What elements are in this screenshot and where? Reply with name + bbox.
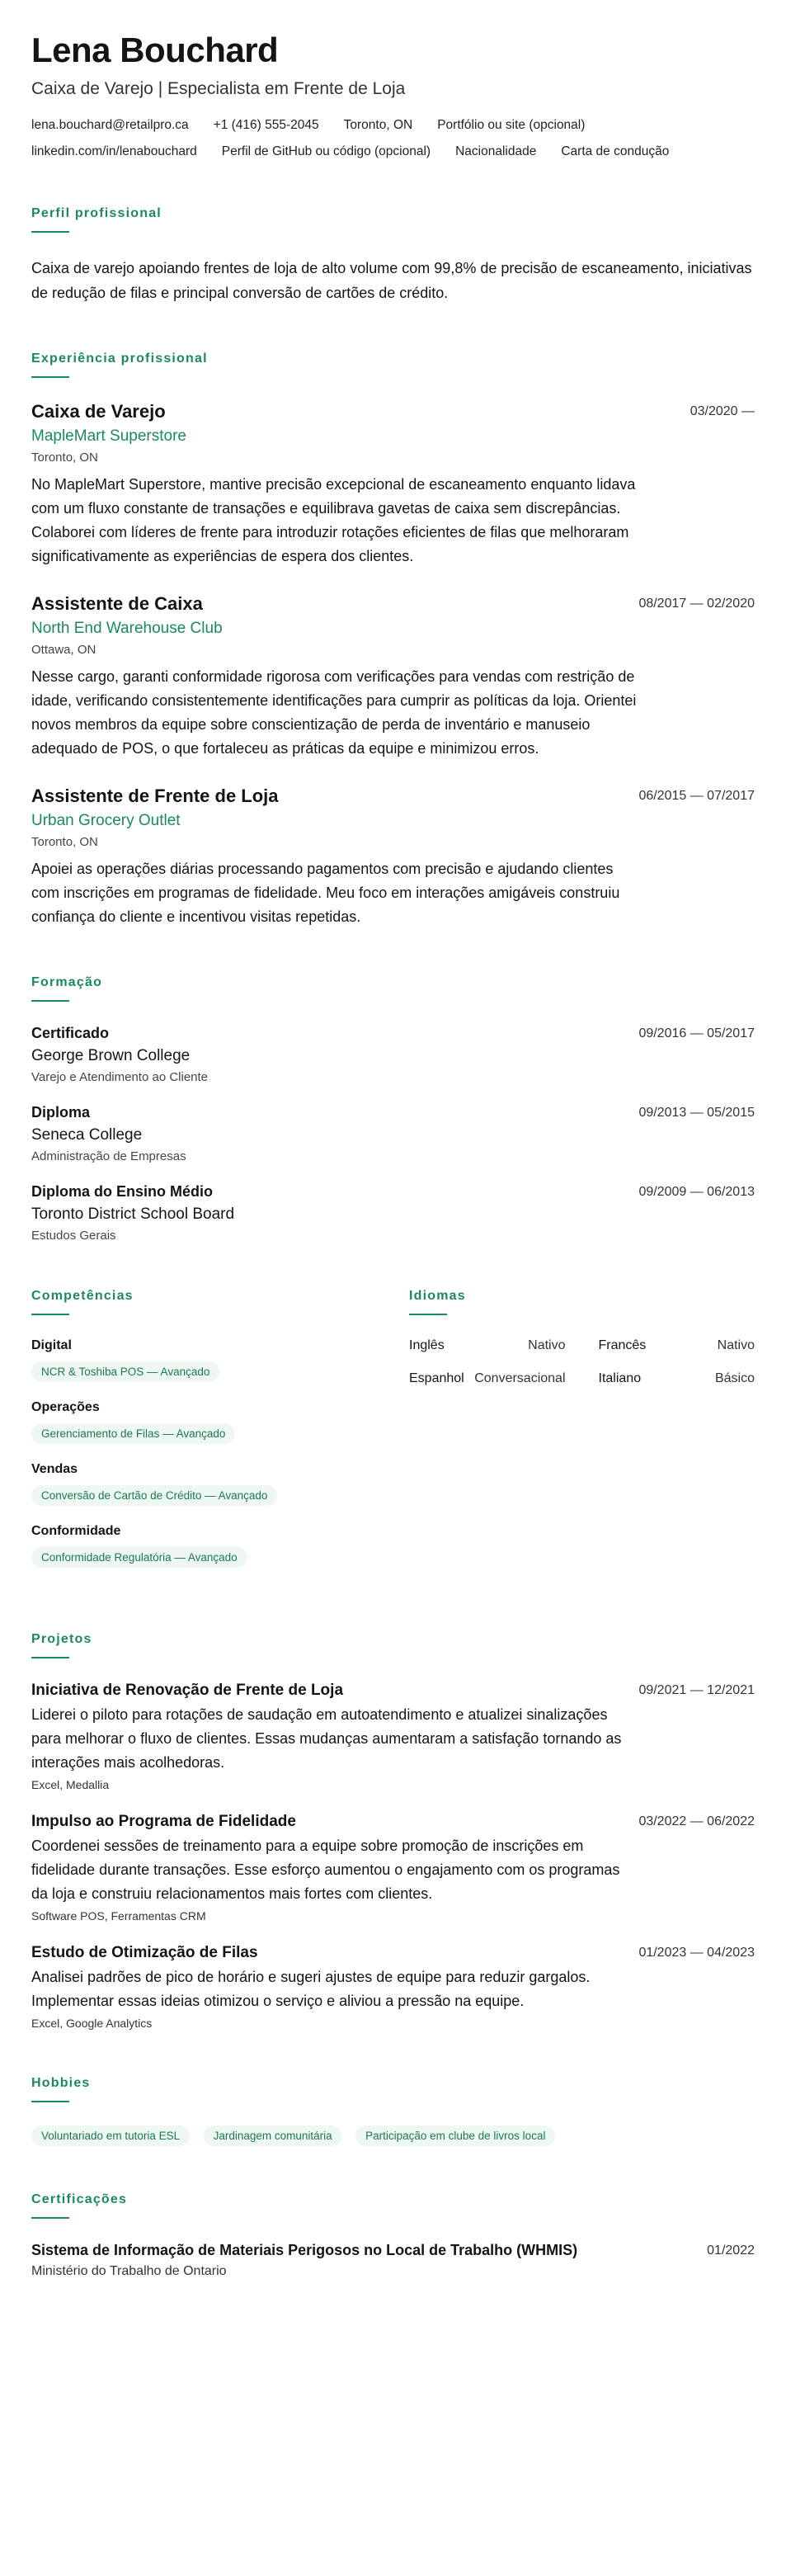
candidate-name: Lena Bouchard [31, 31, 279, 69]
section-title: Idiomas [409, 1289, 466, 1303]
language-name: Francês [598, 1338, 647, 1352]
language-list [409, 1338, 755, 1386]
job-company: MapleMart Superstore [31, 427, 186, 445]
skill-group-name: Conformidade [31, 1524, 121, 1538]
language-level: Nativo [717, 1338, 755, 1352]
job-location: Ottawa, ON [31, 643, 96, 657]
job-entry [31, 786, 755, 929]
hobby-tag: Voluntariado em tutoria ESL [31, 2125, 190, 2146]
skill-tag: Conformidade Regulatória — Avançado [31, 1547, 247, 1568]
project-tools: Software POS, Ferramentas CRM [31, 1909, 206, 1923]
skill-group-name: Operações [31, 1400, 100, 1414]
contact-phone[interactable]: +1 (416) 555-2045 [213, 118, 319, 132]
contact-email[interactable]: lena.bouchard@retailpro.ca [31, 118, 189, 132]
section-divider [31, 231, 69, 233]
project-tools: Excel, Medallia [31, 1778, 110, 1791]
project-entry [31, 1682, 755, 1791]
skill-group [31, 1400, 409, 1444]
project-description: Analisei padrões de pico de horário e sugeri ajustes de equipe para reduzir gargalos. Implementar essas ideias otimizou o serviço e aliviou a pressão na equipe. [31, 1969, 591, 2009]
skill-tag: Gerenciamento de Filas — Avançado [31, 1423, 235, 1444]
education-degree: Diploma do Ensino Médio [31, 1183, 213, 1200]
education-field: Varejo e Atendimento ao Cliente [31, 1070, 209, 1084]
certification-date: 01/2022 [707, 2243, 755, 2258]
section-title: Certificações [31, 2192, 128, 2206]
job-title: Caixa de Varejo [31, 401, 166, 422]
job-dates: 03/2020 — [690, 404, 755, 418]
education-entry [31, 1104, 755, 1163]
languages-column [409, 1289, 755, 1586]
section-divider [31, 376, 69, 378]
education-degree: Certificado [31, 1025, 110, 1041]
section-divider [31, 1314, 69, 1315]
contact-location: Toronto, ON [343, 118, 413, 132]
education-dates: 09/2013 — 05/2015 [638, 1106, 755, 1120]
skills-languages-section [31, 1289, 755, 1586]
section-divider [31, 2217, 69, 2219]
education-dates: 09/2016 — 05/2017 [638, 1026, 755, 1040]
job-title: Assistente de Caixa [31, 593, 203, 614]
skill-tag: NCR & Toshiba POS — Avançado [31, 1361, 219, 1382]
contact-list [31, 117, 755, 160]
summary-section [31, 206, 755, 305]
education-school: Seneca College [31, 1126, 143, 1144]
education-entry [31, 1025, 755, 1084]
job-description: Apoiei as operações diárias processando pagamentos com precisão e ajudando clientes com inscrições em programas de fidelidade. Meu foco em interações amigáveis construiu confiança do cliente e incentivou visitas repetidas. [31, 861, 620, 925]
experience-section [31, 351, 755, 929]
section-title: Competências [31, 1289, 134, 1303]
skill-group [31, 1338, 409, 1382]
project-dates: 01/2023 — 04/2023 [638, 1946, 755, 1960]
language-item [599, 1338, 755, 1353]
certifications-section [31, 2192, 755, 2279]
education-degree: Diploma [31, 1104, 91, 1121]
section-title: Experiência profissional [31, 351, 208, 366]
project-dates: 09/2021 — 12/2021 [638, 1683, 755, 1697]
language-name: Inglês [409, 1338, 445, 1352]
contact-github[interactable]: Perfil de GitHub ou código (opcional) [221, 144, 431, 158]
skill-group-name: Digital [31, 1338, 72, 1352]
job-entry [31, 593, 755, 761]
certification-issuer: Ministério do Trabalho de Ontario [31, 2264, 227, 2278]
hobby-tag: Jardinagem comunitária [204, 2125, 342, 2146]
skill-group [31, 1524, 409, 1568]
project-description: Liderei o piloto para rotações de saudação em autoatendimento e atualizei sinalizações para melhorar o fluxo de clientes. Essas mudanças aumentaram a satisfação tornando as interações mais acolhedoras. [31, 1706, 622, 1771]
project-title: Estudo de Otimização de Filas [31, 1944, 258, 1961]
language-name: Espanhol [409, 1371, 464, 1385]
job-location: Toronto, ON [31, 451, 98, 465]
skills-column [31, 1289, 409, 1586]
section-divider [31, 1657, 69, 1658]
job-description: No MapleMart Superstore, mantive precisão excepcional de escaneamento enquanto lidava com um fluxo constante de transações e equilibrava gavetas de caixa sem discrepâncias. Colaborei com líderes de frente para introduzir rotações eficientes de filas que melhoraram significativamente as experiências de espera dos clientes. [31, 476, 636, 564]
education-school: George Brown College [31, 1047, 191, 1064]
section-title: Hobbies [31, 2076, 91, 2090]
education-school: Toronto District School Board [31, 1205, 235, 1223]
section-title: Formação [31, 975, 103, 989]
job-description: Nesse cargo, garanti conformidade rigorosa com verificações para vendas com restrição de idade, verificando consistentemente identificações para cumprir as políticas da loja. Orientei novos membros da equipe sobre conscientização de perda de inventário e manuseio adequado de POS, o que fortaleceu as práticas da equipe e minimizou erros. [31, 668, 637, 757]
contact-linkedin[interactable]: linkedin.com/in/lenabouchard [31, 144, 197, 158]
language-item [409, 1371, 566, 1386]
section-title: Projetos [31, 1632, 92, 1646]
contact-nationality: Nacionalidade [455, 144, 537, 158]
language-item [599, 1371, 755, 1386]
education-entry [31, 1183, 755, 1243]
certification-entry [31, 2242, 755, 2279]
contact-driving-license: Carta de condução [561, 144, 670, 158]
section-divider [31, 2101, 69, 2102]
language-level: Básico [714, 1371, 755, 1385]
summary-text: Caixa de varejo apoiando frentes de loja de alto volume com 99,8% de precisão de escaneamento, iniciativas de redução de filas e principal conversão de cartões de crédito. [31, 260, 752, 301]
education-field: Estudos Gerais [31, 1229, 116, 1243]
job-company: Urban Grocery Outlet [31, 812, 181, 829]
skill-tag: Conversão de Cartão de Crédito — Avançado [31, 1485, 277, 1506]
hobby-tag: Participação em clube de livros local [355, 2125, 555, 2146]
job-location: Toronto, ON [31, 835, 98, 849]
language-name: Italiano [598, 1371, 642, 1385]
project-title: Impulso ao Programa de Fidelidade [31, 1813, 296, 1830]
section-title: Perfil profissional [31, 206, 162, 220]
education-dates: 09/2009 — 06/2013 [638, 1185, 755, 1199]
language-level: Nativo [528, 1338, 566, 1352]
project-entry [31, 1813, 755, 1923]
education-section [31, 975, 755, 1243]
project-tools: Excel, Google Analytics [31, 2017, 153, 2030]
job-entry [31, 401, 755, 569]
projects-section [31, 1632, 755, 2030]
job-title: Assistente de Frente de Loja [31, 786, 279, 806]
project-entry [31, 1944, 755, 2030]
language-item [409, 1338, 566, 1353]
certification-title: Sistema de Informação de Materiais Perigosos no Local de Trabalho (WHMIS) [31, 2242, 578, 2258]
section-divider [409, 1314, 447, 1315]
job-company: North End Warehouse Club [31, 620, 223, 637]
section-divider [31, 1000, 69, 1002]
hobbies-section [31, 2076, 755, 2146]
project-title: Iniciativa de Renovação de Frente de Loja [31, 1682, 344, 1699]
job-dates: 08/2017 — 02/2020 [638, 597, 755, 611]
contact-portfolio[interactable]: Portfólio ou site (opcional) [437, 118, 586, 132]
education-field: Administração de Empresas [31, 1149, 186, 1163]
project-dates: 03/2022 — 06/2022 [638, 1814, 755, 1828]
project-description: Coordenei sessões de treinamento para a equipe sobre promoção de inscrições em fidelidade durante transações. Esse esforço aumentou o engajamento com os programas da loja e construiu relacionamentos mais fortes com clientes. [31, 1838, 620, 1902]
job-dates: 06/2015 — 07/2017 [638, 789, 755, 803]
skill-group-name: Vendas [31, 1462, 78, 1476]
skill-group [31, 1462, 409, 1506]
resume-header [31, 30, 755, 160]
candidate-headline: Caixa de Varejo | Especialista em Frente de Loja [31, 79, 406, 98]
language-level: Conversacional [474, 1371, 566, 1385]
